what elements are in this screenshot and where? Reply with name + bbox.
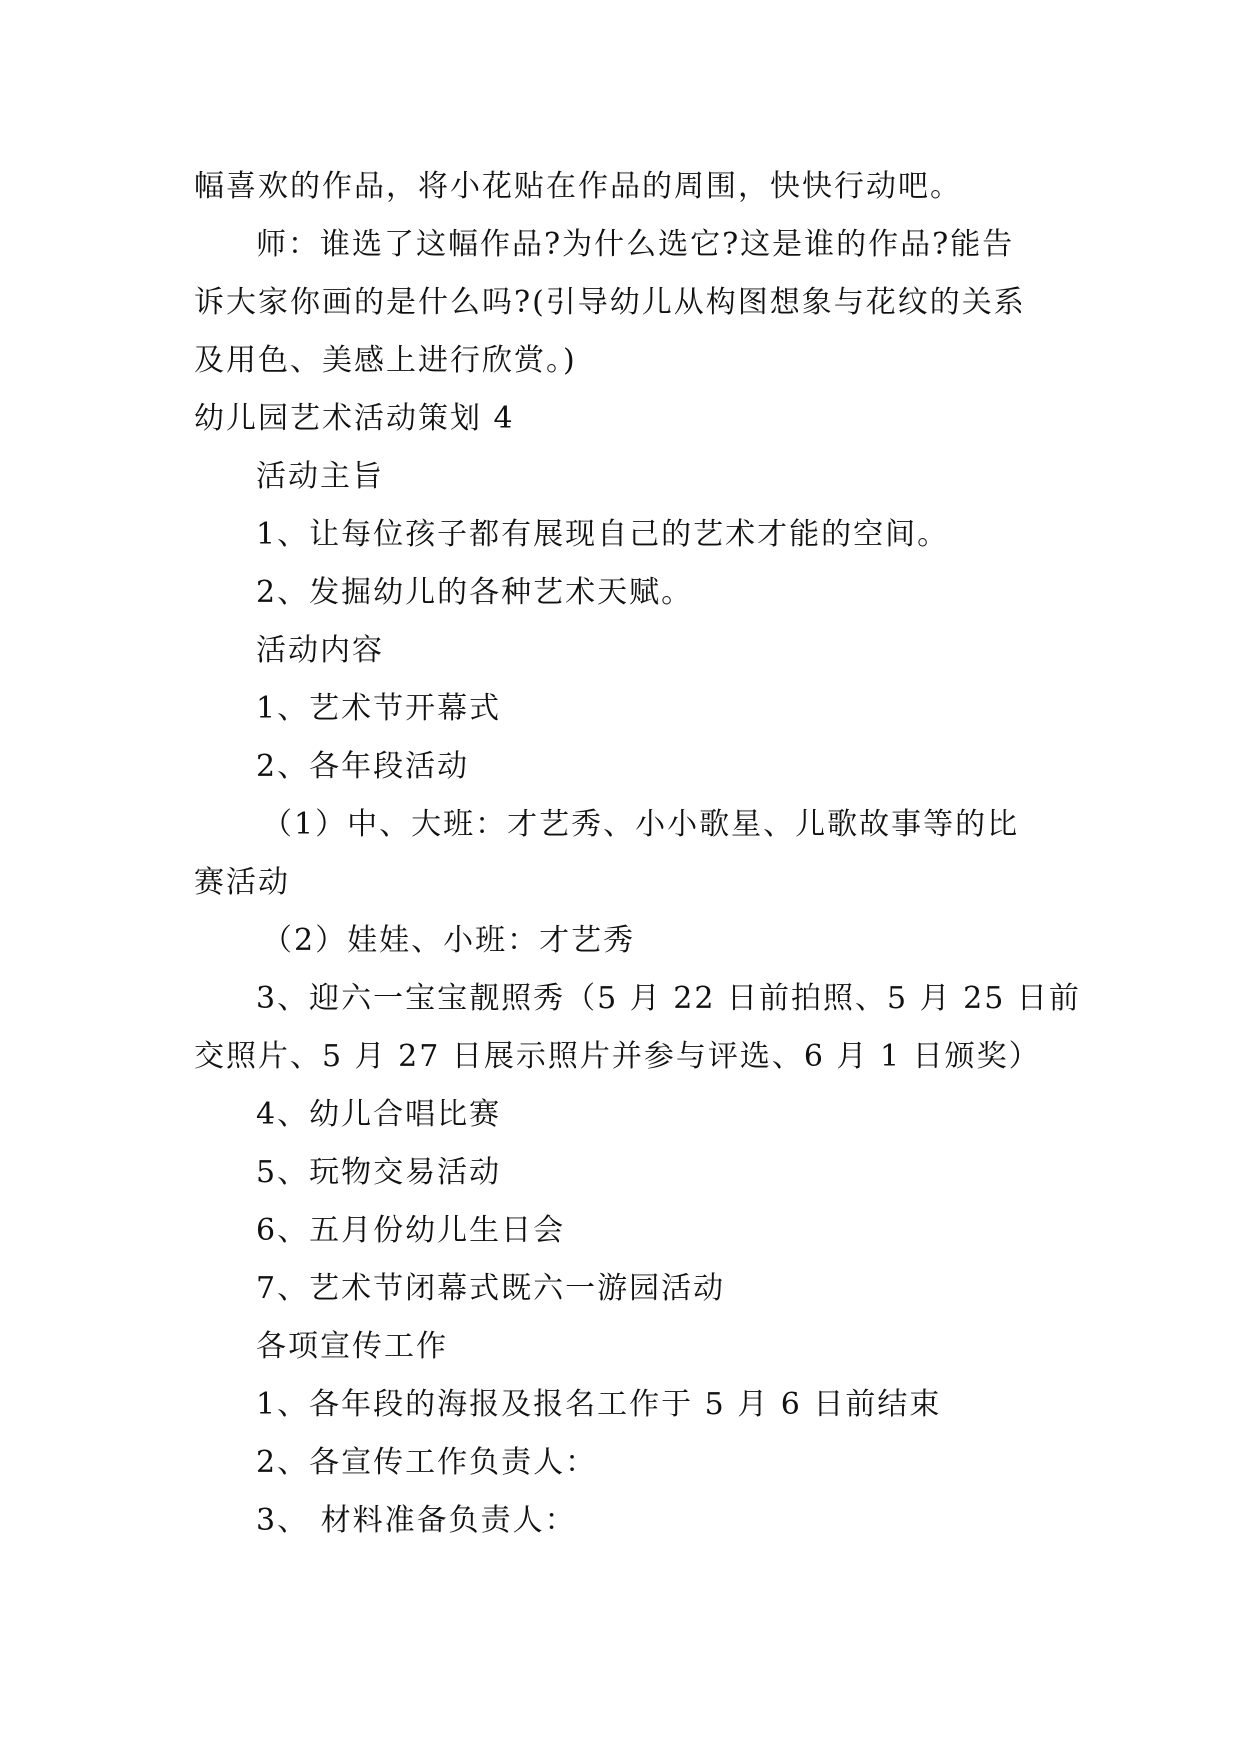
list-item: 2、各宣传工作负责人： [256,1445,598,1480]
text-line: 及用色、美感上进行欣赏。) [194,343,577,378]
list-item: 6、五月份幼儿生日会 [256,1213,566,1248]
text-line: 幅喜欢的作品，将小花贴在作品的周围，快快行动吧。 [194,169,962,204]
list-item: （1）中、大班：才艺秀、小小歌星、儿歌故事等的比 [262,807,1020,842]
subheading: 活动主旨 [256,459,384,494]
list-item: 3、 材料准备负责人： [256,1503,577,1538]
subheading: 各项宣传工作 [256,1329,448,1364]
list-item: （2）娃娃、小班：才艺秀 [262,923,636,958]
text-line: 师：谁选了这幅作品?为什么选它?这是谁的作品?能告 [256,227,1015,262]
list-item: 2、各年段活动 [256,749,470,784]
list-item: 4、幼儿合唱比赛 [256,1097,502,1132]
list-item: 7、艺术节闭幕式既六一游园活动 [256,1271,726,1306]
text-line: 诉大家你画的是什么吗?(引导幼儿从构图想象与花纹的关系 [194,285,1026,320]
subheading: 活动内容 [256,633,384,668]
text-line: 交照片、5 月 27 日展示照片并参与评选、6 月 1 日颁奖） [194,1039,1041,1074]
list-item: 2、发掘幼儿的各种艺术天赋。 [256,575,694,610]
text-line: 赛活动 [194,865,290,900]
document-body [194,158,1081,1550]
list-item: 3、迎六一宝宝靓照秀（5 月 22 日前拍照、5 月 25 日前 [256,981,1081,1016]
section-title: 幼儿园艺术活动策划 4 [194,401,515,436]
list-item: 1、让每位孩子都有展现自己的艺术才能的空间。 [256,517,950,552]
list-item: 1、各年段的海报及报名工作于 5 月 6 日前结束 [256,1387,942,1422]
list-item: 1、艺术节开幕式 [256,691,502,726]
list-item: 5、玩物交易活动 [256,1155,502,1190]
